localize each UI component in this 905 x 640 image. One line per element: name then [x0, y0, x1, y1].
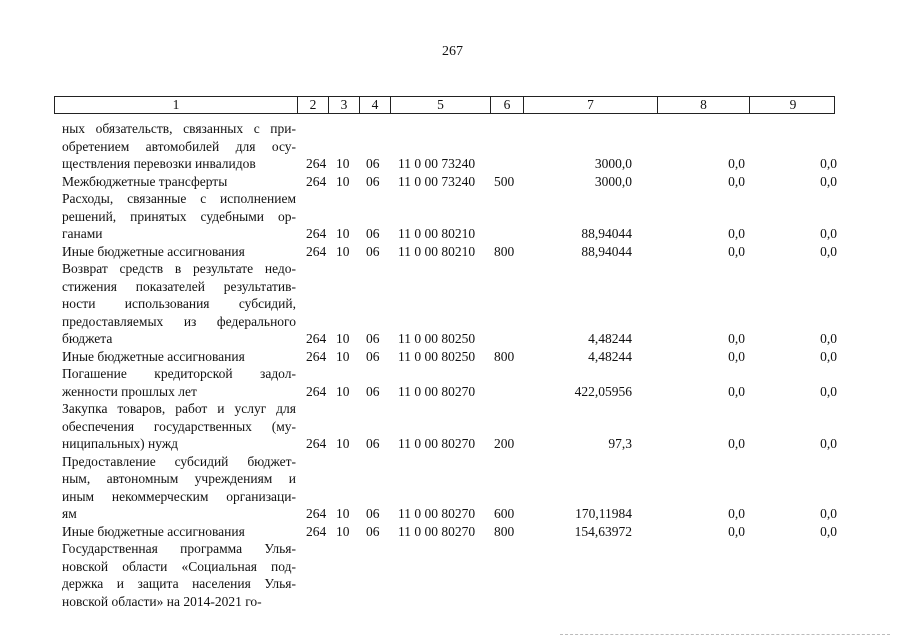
row-description [62, 173, 296, 191]
subsection-code: 06 [366, 226, 380, 241]
amount-col-7: 88,94044 [581, 243, 632, 259]
row-description [62, 453, 296, 523]
description-line: Предоставление субсидий бюджет- [62, 453, 296, 469]
expense-type-code: 800 [494, 523, 515, 539]
amount-col-9: 0,0 [820, 173, 837, 189]
table-row [0, 540, 905, 610]
amount-col-7: 88,94044 [581, 226, 632, 241]
description-line: иным некоммерческим организаци- [62, 488, 296, 504]
description-line: стижения показателей результатив- [62, 278, 296, 294]
amount-col-7: 3000,0 [594, 173, 632, 189]
admin-code: 264 [306, 243, 327, 259]
amount-col-9: 0,0 [820, 436, 837, 451]
subsection-code: 06 [366, 436, 380, 451]
subsection-code: 06 [366, 173, 380, 189]
description-line: Иные бюджетные ассигнования [62, 243, 245, 259]
header-col-2: 2 [298, 97, 329, 113]
expense-type-code: 500 [494, 173, 515, 189]
amount-col-9: 0,0 [820, 243, 837, 259]
amount-col-8: 0,0 [728, 383, 745, 399]
description-line: ществления перевозки инвалидов [62, 156, 256, 171]
table-row [0, 365, 905, 400]
section-code: 10 [336, 383, 350, 399]
target-article-code: 11 0 00 80270 [398, 506, 476, 521]
target-article-code: 11 0 00 73240 [398, 156, 476, 171]
amount-col-9: 0,0 [820, 226, 837, 241]
admin-code: 264 [306, 331, 327, 346]
header-col-8: 8 [658, 97, 750, 113]
section-code: 10 [336, 226, 350, 241]
admin-code: 264 [306, 523, 327, 539]
row-description [62, 243, 296, 261]
row-description [62, 190, 296, 243]
target-article-code: 11 0 00 73240 [398, 173, 476, 189]
description-line: Иные бюджетные ассигнования [62, 348, 245, 364]
section-code: 10 [336, 506, 350, 521]
table-header [54, 96, 835, 114]
expense-type-code: 200 [494, 436, 515, 451]
section-code: 10 [336, 348, 350, 364]
table-row [0, 190, 905, 243]
description-line: новской области «Социальная под- [62, 558, 296, 574]
expense-type-code: 600 [494, 506, 515, 521]
subsection-code: 06 [366, 348, 380, 364]
amount-col-8: 0,0 [728, 506, 745, 521]
table-row [0, 243, 905, 261]
description-line: Возврат средств в результате недо- [62, 261, 296, 276]
subsection-code: 06 [366, 156, 380, 171]
description-line: Закупка товаров, работ и услуг для [62, 401, 296, 416]
section-code: 10 [336, 436, 350, 451]
page-number: 267 [442, 44, 463, 59]
description-line: ганами [62, 226, 103, 241]
subsection-code: 06 [366, 331, 380, 346]
amount-col-8: 0,0 [728, 436, 745, 451]
description-line: Погашение кредиторской задол- [62, 366, 296, 381]
admin-code: 264 [306, 383, 327, 399]
amount-col-7: 154,63972 [574, 523, 632, 539]
description-line: держка и защита населения Улья- [62, 576, 296, 591]
description-line: новской области» на 2014-2021 го- [62, 593, 262, 609]
section-code: 10 [336, 156, 350, 171]
description-line: Иные бюджетные ассигнования [62, 523, 245, 539]
amount-col-7: 4,48244 [588, 348, 632, 364]
section-code: 10 [336, 243, 350, 259]
row-description [62, 540, 296, 610]
target-article-code: 11 0 00 80270 [398, 383, 476, 399]
scan-artifact-line [560, 634, 890, 637]
amount-col-9: 0,0 [820, 331, 837, 346]
description-line: ям [62, 506, 77, 521]
amount-col-8: 0,0 [728, 331, 745, 346]
row-description [62, 260, 296, 348]
section-code: 10 [336, 173, 350, 189]
target-article-code: 11 0 00 80250 [398, 331, 476, 346]
description-line: решений, принятых судебными ор- [62, 208, 296, 224]
admin-code: 264 [306, 506, 327, 521]
header-col-5: 5 [391, 97, 491, 113]
amount-col-9: 0,0 [820, 348, 837, 364]
amount-col-8: 0,0 [728, 173, 745, 189]
target-article-code: 11 0 00 80270 [398, 436, 476, 451]
header-col-4: 4 [360, 97, 391, 113]
table-row [0, 173, 905, 191]
amount-col-9: 0,0 [820, 156, 837, 171]
row-description [62, 400, 296, 453]
table-row [0, 453, 905, 523]
description-line: ных обязательств, связанных с при- [62, 121, 296, 136]
amount-col-7: 3000,0 [594, 156, 632, 171]
table-row [0, 348, 905, 366]
admin-code: 264 [306, 436, 327, 451]
section-code: 10 [336, 523, 350, 539]
amount-col-8: 0,0 [728, 348, 745, 364]
amount-col-7: 422,05956 [574, 383, 632, 399]
description-line: Межбюджетные трансферты [62, 173, 228, 189]
amount-col-7: 4,48244 [588, 331, 632, 346]
amount-col-8: 0,0 [728, 226, 745, 241]
amount-col-8: 0,0 [728, 523, 745, 539]
section-code: 10 [336, 331, 350, 346]
subsection-code: 06 [366, 506, 380, 521]
amount-col-7: 97,3 [608, 436, 632, 451]
subsection-code: 06 [366, 243, 380, 259]
row-description [62, 120, 296, 173]
amount-col-9: 0,0 [820, 383, 837, 399]
description-line: Расходы, связанные с исполнением [62, 191, 296, 206]
description-line: Государственная программа Улья- [62, 541, 296, 556]
amount-col-8: 0,0 [728, 156, 745, 171]
header-col-1: 1 [55, 97, 298, 113]
expense-type-code: 800 [494, 348, 515, 364]
target-article-code: 11 0 00 80210 [398, 226, 476, 241]
header-col-9: 9 [789, 97, 797, 112]
amount-col-9: 0,0 [820, 506, 837, 521]
description-line: бюджета [62, 331, 113, 346]
header-col-3: 3 [329, 97, 360, 113]
target-article-code: 11 0 00 80250 [398, 348, 476, 364]
admin-code: 264 [306, 156, 327, 171]
amount-col-7: 170,11984 [575, 506, 632, 521]
expense-type-code: 800 [494, 243, 515, 259]
description-line: ности использования субсидий, [62, 296, 296, 311]
description-line: ным, автономным учреждениям и [62, 471, 296, 486]
admin-code: 264 [306, 226, 327, 241]
table-row [0, 523, 905, 541]
table-row [0, 400, 905, 453]
admin-code: 264 [306, 173, 327, 189]
target-article-code: 11 0 00 80210 [398, 243, 476, 259]
header-col-7: 7 [524, 97, 658, 113]
subsection-code: 06 [366, 523, 380, 539]
amount-col-9: 0,0 [820, 523, 837, 539]
subsection-code: 06 [366, 383, 380, 399]
description-line: обеспечения государственных (му- [62, 418, 296, 434]
description-line: обретением автомобилей для осу- [62, 138, 296, 154]
amount-col-8: 0,0 [728, 243, 745, 259]
description-line: предоставляемых из федерального [62, 313, 296, 329]
description-line: женности прошлых лет [62, 383, 197, 399]
table-row [0, 260, 905, 348]
target-article-code: 11 0 00 80270 [398, 523, 476, 539]
row-description [62, 365, 296, 400]
admin-code: 264 [306, 348, 327, 364]
row-description [62, 523, 296, 541]
header-col-6: 6 [491, 97, 524, 113]
description-line: ниципальных) нужд [62, 436, 179, 451]
table-row [0, 120, 905, 173]
row-description [62, 348, 296, 366]
